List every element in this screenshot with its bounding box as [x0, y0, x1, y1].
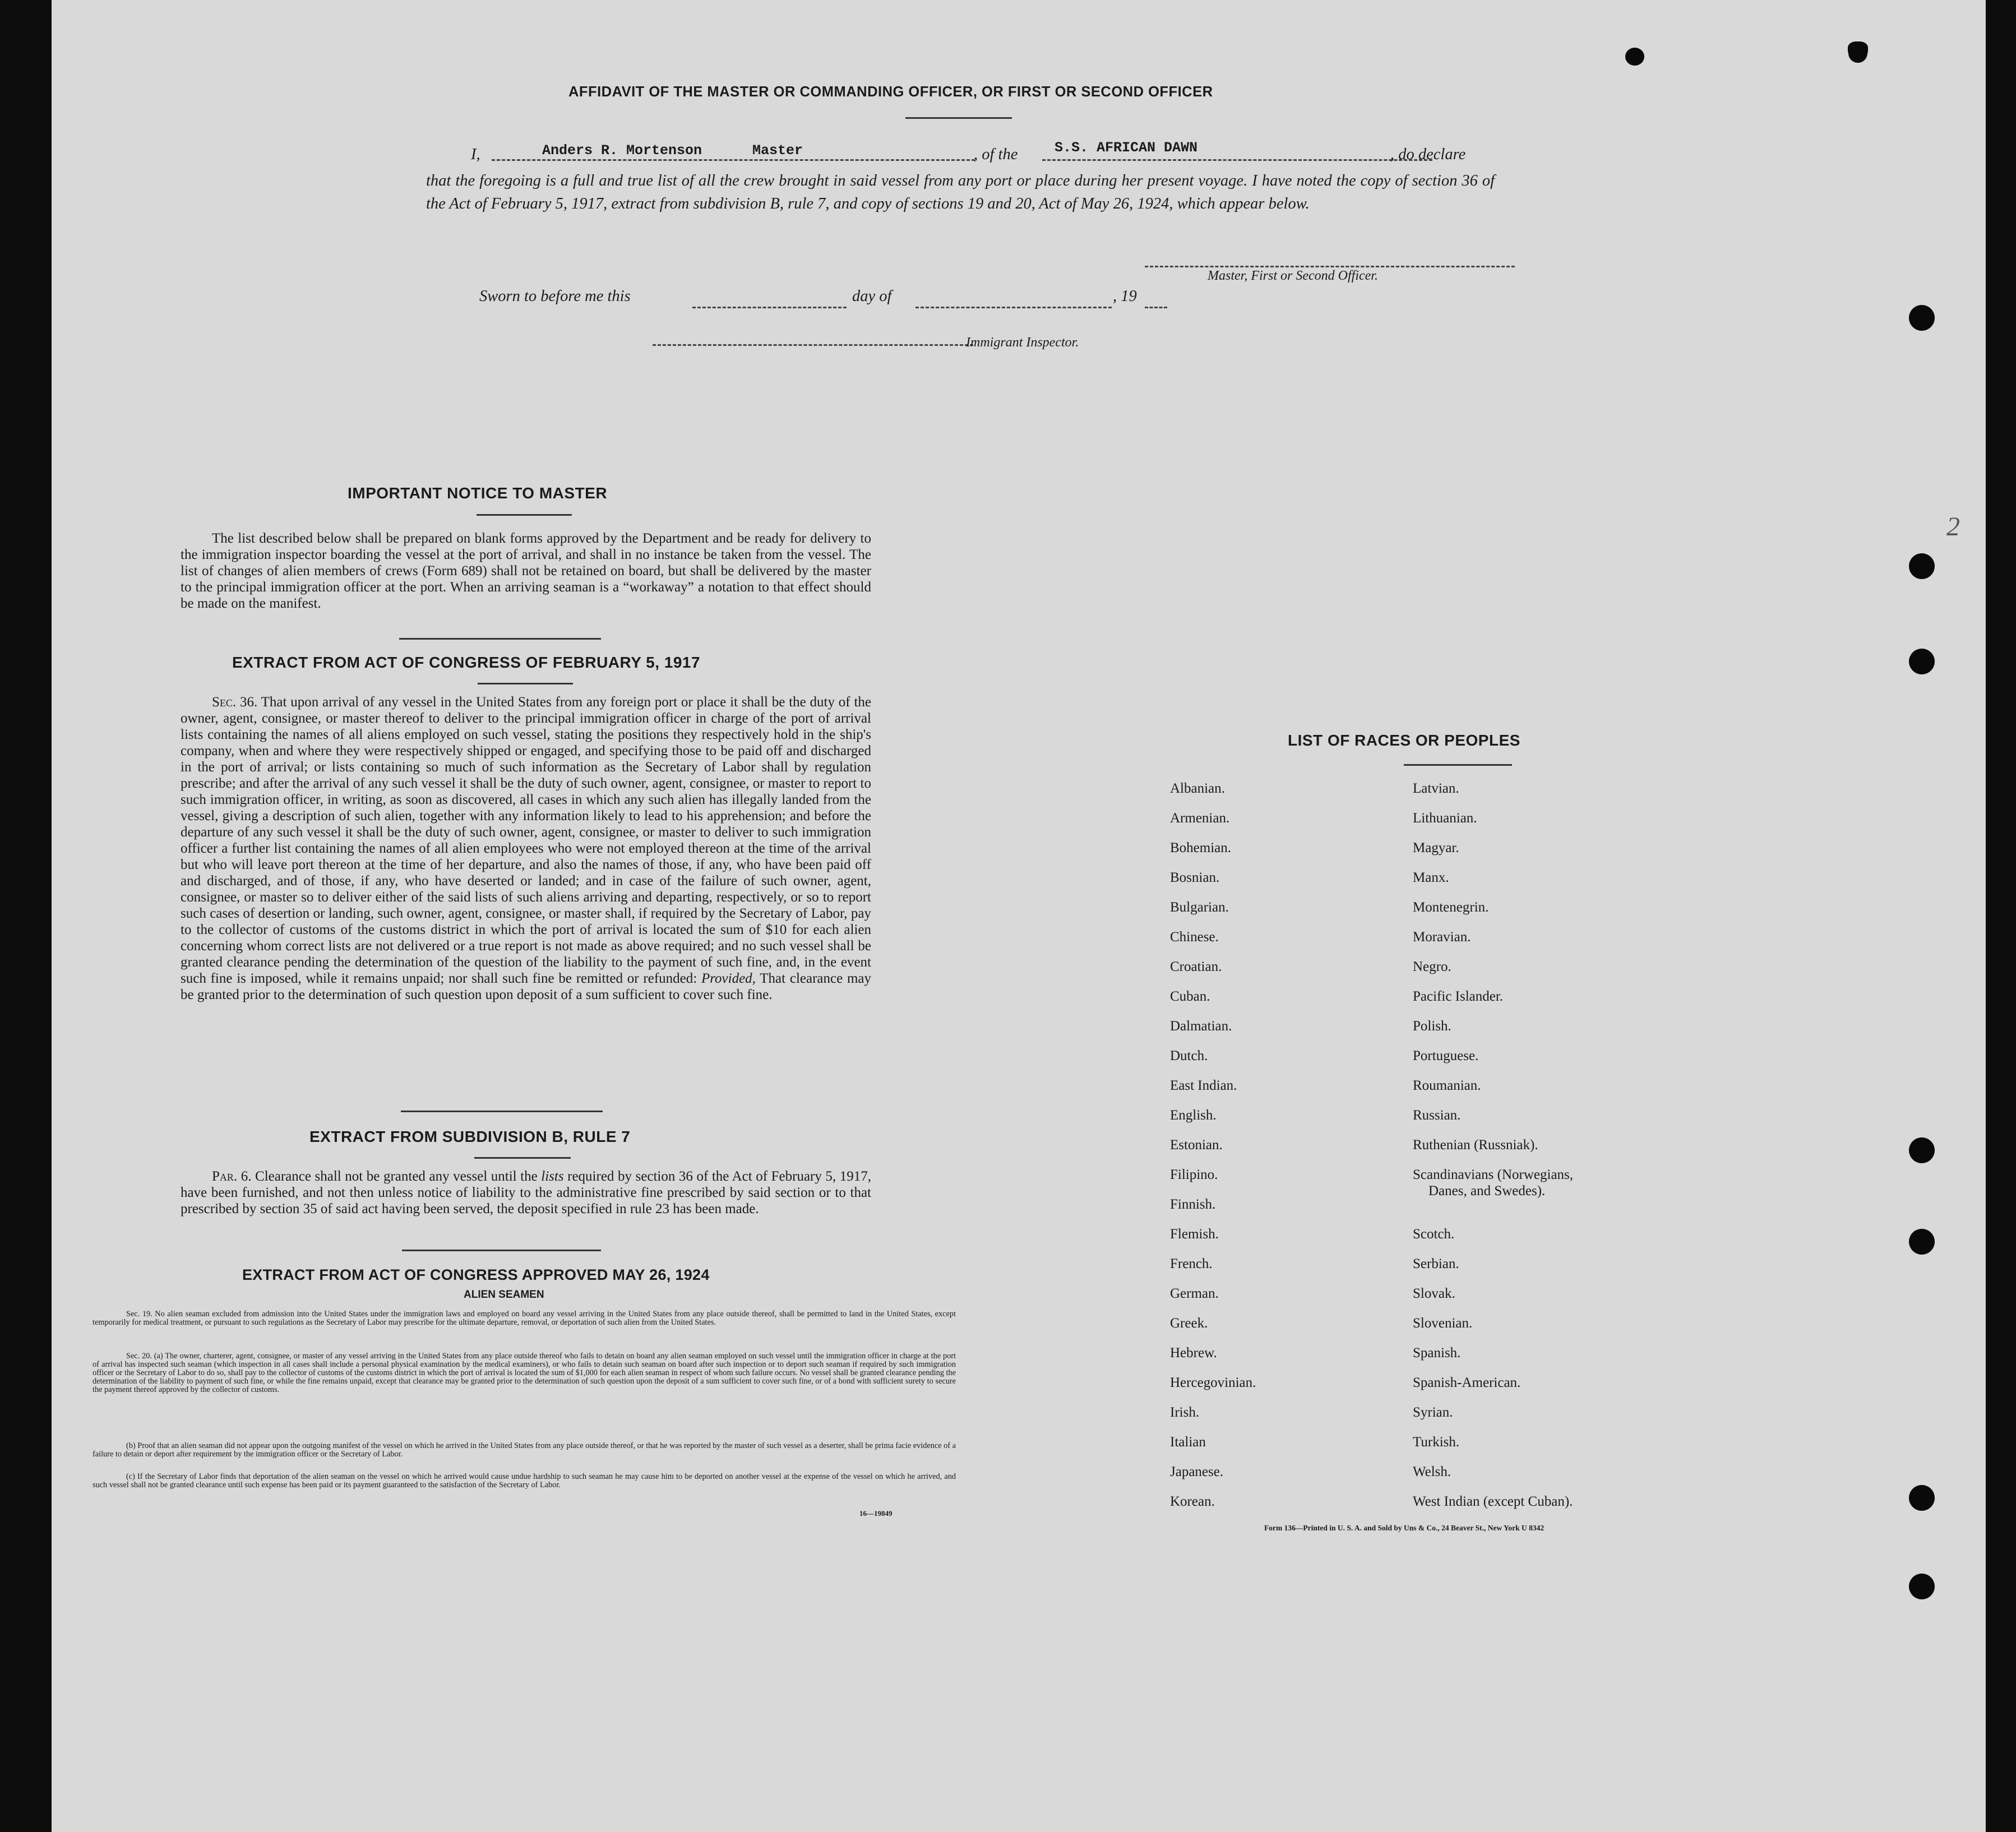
race-item: Slovenian. — [1413, 1316, 1473, 1331]
section-19-text: Sec. 19. No alien seaman excluded from admission into the United States under the immigration laws and employed on board any vessel arriving in the United States from any place outside thereof, shall be permitted to land in the United States, except temporarily for medical treatment, or pursuant to such regulations as the Secretary of Labor may prescribe for the ultimate departure, removal, or deportation of such alien from the United States. — [93, 1310, 956, 1327]
race-item: French. — [1170, 1256, 1213, 1271]
master-name: Anders R. Mortenson — [542, 142, 702, 159]
inspector-line — [653, 344, 973, 346]
master-title: Master — [752, 142, 803, 159]
race-item: Bulgarian. — [1170, 900, 1229, 915]
race-item: Negro. — [1413, 959, 1451, 974]
notice-text: The list described below shall be prepared on blank forms approved by the Department and be ready for delivery to the immigration inspector boarding the vessel at the port of arrival, and shall in no instance be taken from the vessel. The list of changes of alien members of crews (Form 689) shall not be retained on board, but shall be delivered by the master to the principal immigration officer at the port. When an arriving seaman is a “workaway” a notation to that effect should be made on the manifest. — [181, 531, 871, 611]
year-prefix: , 19 — [1113, 288, 1137, 305]
race-item: Greek. — [1170, 1316, 1208, 1331]
race-item: Cuban. — [1170, 989, 1210, 1004]
race-item: Manx. — [1413, 870, 1449, 885]
race-item: Italian — [1170, 1435, 1206, 1450]
race-item: Pacific Islander. — [1413, 989, 1504, 1004]
pencil-mark: 2 — [1946, 512, 1960, 542]
race-item: German. — [1170, 1286, 1219, 1301]
race-item: English. — [1170, 1108, 1217, 1123]
race-item: Japanese. — [1170, 1464, 1224, 1479]
divider — [402, 1250, 601, 1251]
race-item: Korean. — [1170, 1494, 1215, 1509]
sworn-day-line — [692, 307, 847, 308]
race-item: Portuguese. — [1413, 1048, 1479, 1063]
race-item: Scotch. — [1413, 1227, 1455, 1242]
lists-word: lists — [541, 1169, 564, 1184]
race-item: Estonian. — [1170, 1137, 1223, 1153]
extract-1917-title: EXTRACT FROM ACT OF CONGRESS OF FEBRUARY 5, 1917 — [232, 654, 701, 671]
race-item: Dutch. — [1170, 1048, 1208, 1063]
affidavit-heading: AFFIDAVIT OF THE MASTER OR COMMANDING OFFICER, OR FIRST OR SECOND OFFICER — [568, 84, 1213, 100]
race-item: East Indian. — [1170, 1078, 1237, 1093]
do-declare-text: , do declare — [1390, 146, 1466, 163]
race-item: Ruthenian (Russniak). — [1413, 1137, 1538, 1153]
race-item: Roumanian. — [1413, 1078, 1481, 1093]
race-item: Bosnian. — [1170, 870, 1220, 885]
ink-blot — [1848, 41, 1868, 57]
sworn-year-line — [1145, 307, 1167, 308]
punch-hole — [1909, 1485, 1935, 1511]
vessel-name: S.S. AFRICAN DAWN — [1055, 140, 1198, 156]
notice-title: IMPORTANT NOTICE TO MASTER — [348, 484, 608, 502]
section-36-tail: That clearance may be granted prior to the determination of such question upon deposit of a sum sufficient to cover such fine. — [181, 971, 872, 1002]
race-item: Croatian. — [1170, 959, 1222, 974]
punch-hole — [1909, 1574, 1935, 1599]
punch-hole — [1909, 1137, 1935, 1163]
race-item: Irish. — [1170, 1405, 1200, 1420]
sworn-month-line — [915, 307, 1112, 308]
divider — [1404, 764, 1512, 766]
race-item: Welsh. — [1413, 1464, 1451, 1479]
race-item: Scandinavians (Norwegians, — [1413, 1167, 1574, 1182]
races-title: LIST OF RACES OR PEOPLES — [1288, 732, 1520, 749]
signature-line — [1145, 266, 1515, 267]
race-item: Chinese. — [1170, 929, 1219, 945]
race-item: Flemish. — [1170, 1227, 1219, 1242]
race-item: Russian. — [1413, 1108, 1461, 1123]
divider — [905, 117, 1012, 119]
race-item: Armenian. — [1170, 811, 1230, 826]
print-code: 16—19849 — [859, 1509, 893, 1518]
vessel-name-line — [1042, 159, 1432, 161]
sworn-text: Sworn to before me this — [479, 288, 631, 305]
divider — [477, 514, 572, 516]
race-item: Slovak. — [1413, 1286, 1455, 1301]
race-item: Serbian. — [1413, 1256, 1459, 1271]
par-6-label: Par. 6. — [212, 1169, 252, 1184]
punch-hole — [1909, 649, 1935, 674]
race-item: Lithuanian. — [1413, 811, 1477, 826]
declaration-pronoun: I, — [471, 146, 480, 163]
race-item: Albanian. — [1170, 781, 1225, 796]
race-item: Hercegovinian. — [1170, 1375, 1256, 1390]
race-item: Spanish. — [1413, 1345, 1461, 1361]
race-item: Finnish. — [1170, 1197, 1216, 1212]
race-item: Spanish-American. — [1413, 1375, 1521, 1390]
divider — [401, 1111, 603, 1112]
day-of-text: day of — [852, 288, 892, 305]
race-item: Montenegrin. — [1413, 900, 1489, 915]
provided-word: Provided, — [701, 971, 756, 986]
punch-hole — [1909, 553, 1935, 579]
master-name-line — [492, 159, 975, 161]
race-item: Magyar. — [1413, 840, 1459, 855]
race-item: Turkish. — [1413, 1435, 1460, 1450]
ink-blot — [1625, 48, 1644, 66]
section-36-text — [181, 694, 871, 1003]
section-36-label: Sec. 36. — [212, 695, 258, 710]
race-item: Filipino. — [1170, 1167, 1218, 1182]
race-item: Dalmatian. — [1170, 1019, 1232, 1034]
punch-hole — [1909, 1229, 1935, 1255]
rule-7-body-a: Clearance shall not be granted any vessel until the — [255, 1169, 538, 1184]
declaration-body: that the foregoing is a full and true list of all the crew brought in said vessel from any port or place during her present voyage. I have noted the copy of section 36 of the Act of February 5, 1917, extract from subdivision B, rule 7, and copy of sections 19 and 20, Act of May 26, 1924, which appear below. — [426, 172, 1495, 212]
race-item: Danes, and Swedes). — [1428, 1183, 1546, 1199]
divider — [474, 1157, 571, 1159]
race-item: Hebrew. — [1170, 1345, 1217, 1361]
punch-hole — [1909, 305, 1935, 331]
alien-seamen-subtitle: ALIEN SEAMEN — [464, 1289, 544, 1301]
document-page — [52, 0, 1986, 1832]
rule-7-body-b: required by section 36 of the Act of February 5, 1917, have been furnished, and not then unless notice of liability to the administrative fine prescribed by said section or to that prescribed by section 35 of said act having been served, the deposit specified in rule 23 has been made. — [181, 1169, 871, 1216]
race-item: Moravian. — [1413, 929, 1471, 945]
inspector-label: Immigrant Inspector. — [966, 335, 1079, 350]
race-item: Syrian. — [1413, 1405, 1453, 1420]
race-item: West Indian (except Cuban). — [1413, 1494, 1573, 1509]
race-item: Bohemian. — [1170, 840, 1232, 855]
divider — [399, 638, 601, 640]
extract-1924-title: EXTRACT FROM ACT OF CONGRESS APPROVED MAY 26, 1924 — [242, 1266, 710, 1283]
divider — [478, 683, 573, 684]
imprint: Form 136—Printed in U. S. A. and Sold by Uns & Co., 24 Beaver St., New York U 8342 — [1264, 1524, 1545, 1532]
section-20a-text: Sec. 20. (a) The owner, charterer, agent, consignee, or master of any vessel arriving in the United States from any place outside thereof who fails to detain on board any alien seaman employed on such vessel until the immigration officer in charge at the port of arrival has inspected such seaman (which inspection in all cases shall include a personal physical examination by the medical examiners), or who fails to detain such seaman on board after such inspection or to deport such seaman if required by such immigration officer or the Secretary of Labor to do so, shall pay to the collector of customs of the customs district in which the port of arrival is located the sum of $1,000 for each alien seaman in respect of whom such failure occurs. No vessel shall be granted clearance pending the determination of the liability to payment of such fine, or while the fine remains unpaid, except that clearance may be granted prior to the determination of such question upon the deposit of a sum sufficient to cover such fine, or of a bond with sufficient surety to secure the payment thereof approved by the collector of customs. — [93, 1352, 956, 1394]
rule-7-title: EXTRACT FROM SUBDIVISION B, RULE 7 — [309, 1128, 631, 1145]
rule-7-text — [181, 1168, 871, 1217]
signature-label: Master, First or Second Officer. — [1208, 269, 1378, 283]
race-item: Latvian. — [1413, 781, 1459, 796]
section-36-body: That upon arrival of any vessel in the United States from any foreign port or place it shall be the duty of the owner, agent, consignee, or master thereof to deliver to the principal immigration officer in charge of the port of arrival lists containing the names of all aliens employed on such vessel, stating the positions they respectively hold in the ship's company, when and where they were respectively shipped or engaged, and specifying those to be paid off and discharged in the port of arrival; or lists containing so much of such information as the Secretary of Labor shall by regulation prescribe; and after the arrival of any such vessel it shall be the duty of such owner, agent, consignee, or master to report to such immigration officer, in writing, as soon as discovered, all cases in which any such alien has illegally landed from the vessel, giving a description of such alien, together with any information likely to lead to his apprehension; and before the departure of any such vessel it shall be the duty of such owner, agent, consignee, or master to deliver to such immigration officer a further list containing the names of all alien employees who were not employed thereon at the time of the arrival but who will leave port thereon at the time of her departure, and also the names of those, if any, who have been paid off and discharged, and of those, if any, who have deserted or landed; and in case of the failure of such owner, agent, consignee, or master so to deliver either of the said lists of such aliens arriving and departing, respectively, or so to report such cases of desertion or landing, such owner, agent, consignee, or master shall, if required by the Secretary of Labor, pay to the collector of customs of the customs district in which the port of arrival is located the sum of $10 for each alien concerning whom correct lists are not delivered or a true report is not made as above required; and no such vessel shall be granted clearance pending the determination of the question of the liability to the payment of such fine, and, in the event such fine is imposed, while it remains unpaid; nor shall such fine be remitted or refunded: — [181, 695, 871, 986]
section-20c-text: (c) If the Secretary of Labor finds that deportation of the alien seaman on the vessel on which he arrived would cause undue hardship to such seaman he may cause him to be deported on another vessel at the expense of the vessel on which he arrived, and such vessel shall not be granted clearance until such expense has been paid or its payment guaranteed to the satisfaction of the Secretary of Labor. — [93, 1472, 956, 1489]
race-item: Polish. — [1413, 1019, 1451, 1034]
of-the-text: , of the — [974, 146, 1018, 163]
section-20b-text: (b) Proof that an alien seaman did not appear upon the outgoing manifest of the vessel on which he arrived in the United States from any place outside thereof, or that he was reported by the master of such vessel as a deserter, shall be prima facie evidence of a failure to detain or deport after requirement by the immigration officer or the Secretary of Labor. — [93, 1441, 956, 1459]
